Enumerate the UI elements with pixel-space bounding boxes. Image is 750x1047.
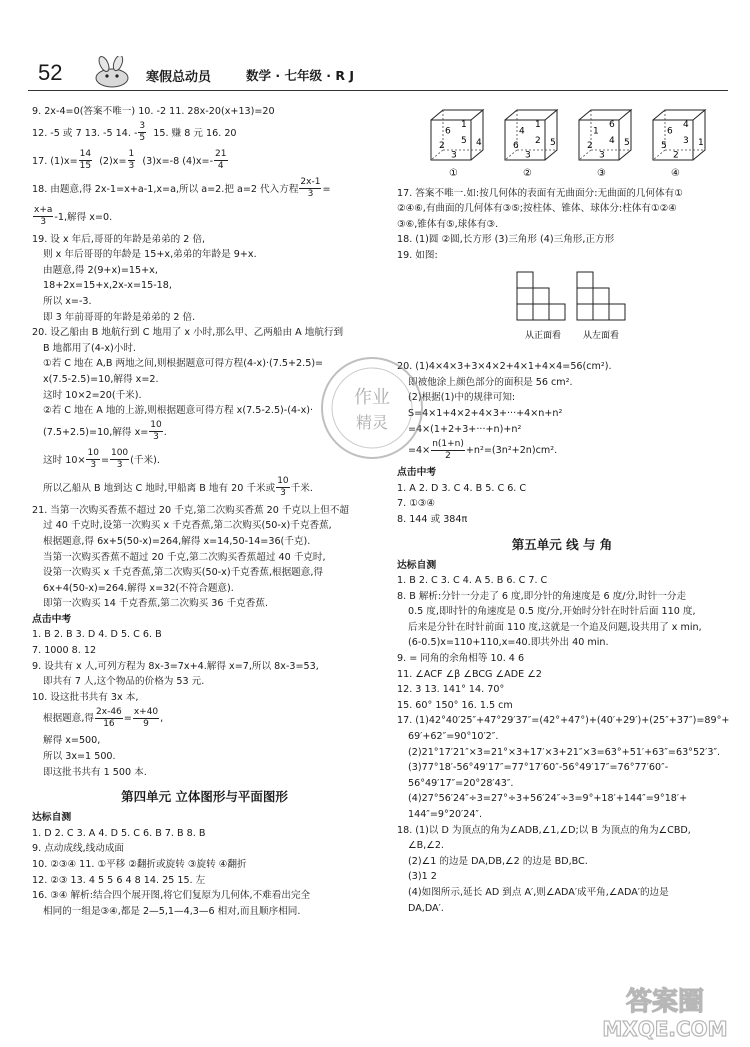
cube-figure	[505, 110, 557, 179]
answer-line: 18. (1)以 D 为顶点的角为∠ADB,∠1,∠D;以 B 为顶点的角为∠CBD,	[397, 824, 691, 836]
answer-line: 1. B 2. C 3. C 4. A 5. B 6. C 7. C	[397, 575, 548, 587]
answer-line: 1. A 2. D 3. C 4. B 5. C 6. C	[397, 482, 527, 494]
answer-line: (2)根据(1)中的规律可知:	[408, 392, 516, 404]
section-heading: 达标自测	[32, 812, 72, 824]
answer-line: 18. 由题意,得 2x-1=x+a-1,x=a,所以 a=2.把 a=2 代入方程 $\frac{2x-1}{3}$ =	[32, 177, 331, 200]
answer-line: 19. 设 x 年后,哥哥的年龄是弟弟的 2 倍,	[32, 233, 206, 245]
answer-line: 1. B 2. B 3. D 4. D 5. C 6. B	[32, 629, 162, 641]
cube-face-number: 4	[519, 126, 525, 137]
answer-line: 0.5 度,即时针的角速度是 0.5 度/分,开始时分针在时针后面 110 度,	[408, 606, 696, 618]
view-diagrams	[397, 264, 727, 354]
answer-line: (2)∠1 的边是 DA,DB,∠2 的边是 BD,BC.	[408, 855, 588, 867]
answer-line: 根据题意,得 $\frac{2x-46}{16}$ = $\frac{x+40}{9}$ ,	[43, 706, 164, 729]
left-column	[32, 104, 377, 919]
cube-face-number: 3	[451, 150, 457, 161]
left-view-caption: 从左面看	[583, 330, 620, 341]
answer-line: =4×(1+2+3+···+n)+n²	[408, 423, 522, 435]
answer-line: S=4×1+4×2+4×3+···+4×n+n²	[408, 407, 563, 419]
cube-face-number: 2	[587, 141, 593, 151]
answer-line: 12. 3 13. 141° 14. 70°	[397, 684, 505, 696]
fraction: $\frac{2x-1}{3}$	[300, 177, 321, 200]
cube-face-number: 6	[513, 141, 519, 151]
cube-face-number: 2	[673, 150, 679, 161]
cube-face-number: 6	[667, 126, 673, 137]
page-number: 52	[38, 60, 63, 85]
cube-face-number: 1	[698, 137, 704, 148]
cube-face-number: 6	[609, 120, 615, 131]
unit-title: 第五单元 线 与 角	[511, 536, 613, 552]
answer-line: 根据题意,得 6x+5(50-x)=264,解得 x=14,50-14=36(千克).	[43, 535, 311, 547]
brand-title: 寒假总动员	[146, 70, 212, 85]
cube-face-number: 2	[439, 141, 445, 151]
cube-label: ①	[449, 168, 458, 179]
section-heading: 点击中考	[32, 613, 72, 625]
answer-line: 19. 如图:	[397, 249, 438, 261]
answer-line: 1. D 2. C 3. A 4. D 5. C 6. B 7. B 8. B	[32, 827, 206, 839]
answer-line: B 地都用了(4-x)小时.	[43, 342, 136, 354]
stamp-text: 精灵	[355, 413, 389, 432]
answer-line: 10. 设这批书共有 3x 本,	[32, 691, 139, 703]
cube-face-number: 5	[550, 137, 556, 148]
cube-figure	[579, 110, 631, 179]
answer-line: $\frac{x+a}{3}$ -1,解得 x=0.	[34, 205, 113, 228]
answer-line: 当第一次购买香蕉不超过 20 千克,第二次购买香蕉超过 40 千克时,	[43, 551, 326, 563]
answer-line: 18. (1)圆 ②圆,长方形 (3)三角形 (4)三角形,正方形	[397, 234, 615, 246]
cube-face-number: 6	[445, 126, 451, 137]
fraction: $\frac{n(1+n)}{2}$	[432, 438, 464, 461]
stamp-text: 作业	[354, 387, 390, 408]
subject-label: 数学 · 七年级 · R J	[246, 68, 355, 83]
answer-line: 这时 10× $\frac{10}{3}$ = $\frac{100}{3}$ (千米).	[43, 448, 160, 471]
answer-line: 17. 答案不唯一.如:按几何体的表面有无曲面分:无曲面的几何体有①	[397, 187, 683, 199]
cube-label: ②	[523, 168, 532, 179]
answer-line: (4)27°56′24″÷3=27°÷3+56′24″÷3=9°+18′+144″=9°18′+	[408, 793, 688, 805]
answer-line: 12. ②③ 13. 4 5 5 6 4 8 14. 25 15. 左	[32, 874, 206, 886]
cube-face-number: 4	[683, 120, 689, 131]
answer-line: 过 40 千克时,设第一次购买 x 千克香蕉,第二次购买(50-x)千克香蕉,	[43, 520, 332, 532]
cube-face-number: 4	[476, 137, 482, 148]
fraction: $\frac{1}{3}$	[128, 149, 135, 172]
cube-face-number: 1	[593, 126, 599, 137]
answer-line: 9. = 同角的余角相等 10. 4 6	[397, 653, 525, 665]
answer-line: (2)21°17′21″×3=21°×3+17′×3+21″×3=63°+51′+63″=63°52′3″.	[408, 746, 721, 758]
answer-line: 56°49′17″=20°28′43″.	[408, 777, 514, 789]
answer-line: 设第一次购买 x 千克香蕉,第二次购买(50-x)千克香蕉,根据题意,得	[43, 567, 324, 579]
cube-face-number: 3	[599, 150, 605, 161]
answer-line: 144″=9°20′24″.	[408, 809, 483, 820]
cube-figure	[431, 110, 483, 179]
answer-line: 8. 144 或 384π	[397, 513, 468, 525]
section-heading: 点击中考	[397, 467, 437, 479]
cube-face-number: 1	[461, 120, 467, 131]
answer-line: 7. 1000 8. 12	[32, 645, 97, 657]
cube-figure	[653, 110, 705, 179]
answer-line: 这时 10×2=20(千米).	[43, 389, 142, 401]
answer-line: 10. ②③④ 11. ①平移 ②翻折或旋转 ③旋转 ④翻折	[32, 859, 247, 870]
answer-line: 解得 x=500,	[43, 735, 101, 747]
answer-line: 即第一次购买 14 千克香蕉,第二次购买 36 千克香蕉.	[43, 598, 268, 610]
answer-line: (4)如图所示,延长 AD 到点 A′,则∠ADA′成平角,∠ADA′的边是	[408, 886, 669, 898]
fraction: $\frac{10}{3}$	[277, 476, 289, 499]
cube-face-number: 5	[624, 137, 630, 148]
cube-face-number: 1	[535, 120, 541, 131]
answer-line: 所以 x=-3.	[43, 295, 92, 307]
answer-line: 所以乙船从 B 地到达 C 地时,甲船离 B 地有 20 千米或 $\frac{10}{3}$ 千米.	[43, 476, 313, 499]
answer-line: 12. -5 或 7 13. -5 14. - $\frac{3}{5}$ 15. 赚 8 元 16. 20	[32, 121, 237, 144]
fraction: $\frac{14}{15}$	[79, 149, 92, 172]
answer-line: 21. 当第一次购买香蕉不超过 20 千克,第二次购买香蕉 20 千克以上但不超	[32, 504, 350, 516]
answer-line: 即 3 年前哥哥的年龄是弟弟的 2 倍.	[43, 311, 196, 323]
fraction: $\frac{100}{3}$	[110, 448, 129, 471]
cube-label: ③	[597, 168, 606, 179]
cube-face-number: 3	[525, 150, 531, 161]
answer-line: 18+2x=15+x,2x-x=15-18,	[43, 280, 172, 292]
answer-line: 则 x 年后哥哥的年龄是 15+x,弟弟的年龄是 9+x.	[43, 249, 257, 261]
fraction: $\frac{x+a}{3}$	[34, 205, 53, 228]
fraction: $\frac{10}{3}$	[87, 448, 99, 471]
watermark-text: MXQE.COM	[602, 1017, 728, 1041]
answer-line: (3)77°18′-56°49′17″=77°17′60″-56°49′17″=76°77′60″-	[408, 762, 669, 774]
answer-line: ②④⑥,有曲面的几何体有③⑤;按柱体、锥体、球体分:柱体有①②④	[397, 203, 677, 215]
page-header	[28, 56, 728, 91]
answer-line: (6-0.5)x=110+110,x=40.即共外出 40 min.	[408, 637, 609, 649]
right-column	[397, 104, 730, 916]
answer-line: 11. ∠ACF ∠β ∠BCG ∠ADE ∠2	[397, 668, 542, 680]
answer-line: 相同的一组是③④,都是 2—5,1—4,3—6 相对,而且顺序相同.	[43, 905, 301, 917]
answer-line: 17. (1)42°40′25″+47°29′37″=(42°+47°)+(40′+29′)+(25″+37″)=89°+	[397, 715, 730, 727]
answer-line: (7.5+2.5)=10,解得 x= $\frac{10}{3}$ .	[43, 420, 167, 443]
answer-line: 即共有 7 人,这个物品的价格为 53 元.	[43, 676, 205, 688]
watermark-text: 答案圈	[625, 987, 705, 1017]
answer-line: ①若 C 地在 A,B 两地之间,则根据题意可得方程(4-x)·(7.5+2.5)=	[43, 358, 324, 370]
site-watermark-logo	[590, 980, 740, 1042]
front-view-caption: 从正面看	[525, 330, 562, 341]
cube-face-number: 4	[609, 136, 615, 147]
unit-title: 第四单元 立体图形与平面图形	[121, 789, 288, 805]
answer-line: 15. 60° 150° 16. 1.5 cm	[397, 699, 513, 711]
rabbit-mascot-icon	[82, 56, 142, 88]
homework-stamp-icon	[312, 348, 432, 468]
cube-face-number: 5	[461, 136, 467, 147]
fraction: $\frac{3}{5}$	[139, 121, 146, 144]
cube-face-number: 2	[535, 136, 541, 147]
answer-line: 9. 设共有 x 人,可列方程为 8x-3=7x+4.解得 x=7,所以 8x-3=53,	[32, 660, 319, 672]
answer-line: x(7.5-2.5)=10,解得 x=2.	[43, 373, 159, 385]
fraction: $\frac{10}{3}$	[150, 420, 162, 443]
answer-line: 8. B 解析:分针一分走了 6 度,即分针的角速度是 6 度/分,时针一分走	[397, 590, 687, 602]
answer-line: 17. (1)x= $\frac{14}{15}$ (2)x= $\frac{1}{3}$ (3)x=-8 (4)x=- $\frac{21}{4}$	[32, 149, 227, 172]
answer-line: 20. 设乙船由 B 地航行到 C 地用了 x 小时,那么甲、乙两船由 A 地航行到	[32, 327, 344, 339]
answer-line: 所以 3x=1 500.	[43, 751, 116, 763]
answer-line: 即这批书共有 1 500 本.	[43, 766, 147, 778]
answer-line: 后来是分针在时针前面 110 度,这就是一个追及问题,设共用了 x min,	[408, 621, 702, 633]
answer-line: 即被他涂上颜色部分的面积是 56 cm².	[408, 376, 573, 388]
answer-line: ③⑥,锥体有⑤,球体有③.	[397, 218, 499, 230]
answer-line: ∠B,∠2.	[408, 840, 444, 852]
answer-line: =4× $\frac{n(1+n)}{2}$ +n²=(3n²+2n)cm².	[408, 438, 558, 461]
answer-line: 9. 点动成线,线动成面	[32, 843, 125, 855]
answer-line: 7. ①③④	[397, 498, 436, 510]
answer-line: (3)1 2	[408, 871, 437, 883]
cube-face-number: 5	[661, 141, 667, 151]
answer-line: 由题意,得 2(9+x)=15+x,	[43, 264, 158, 276]
answer-line: 20. (1)4×4×3+3×4×2+4×1+4×4=56(cm²).	[397, 361, 612, 373]
answer-line: 9. 2x-4=0(答案不唯一) 10. -2 11. 28x-20(x+13)=20	[32, 106, 275, 117]
fraction: $\frac{21}{4}$	[215, 149, 227, 172]
answer-line: DA,DA′.	[408, 902, 444, 914]
answer-line: 6x+4(50-x)=264.解得 x=32(不符合题意).	[43, 582, 234, 594]
answer-line: 16. ③④ 解析:结合四个展开图,将它们复原为几何体,不难看出完全	[32, 890, 311, 902]
answer-line: 69′+62″=90°10′2″.	[408, 731, 499, 743]
cube-label: ④	[671, 168, 680, 179]
section-heading: 达标自测	[397, 559, 437, 571]
cube-diagrams	[397, 104, 727, 180]
answer-line: ②若 C 地在 A 地的上游,则根据题意可得方程 x(7.5-2.5)-(4-x)·	[43, 405, 314, 417]
fraction: $\frac{x+40}{9}$	[133, 706, 159, 729]
fraction: $\frac{2x-46}{16}$	[96, 706, 122, 729]
cube-face-number: 3	[683, 136, 689, 147]
